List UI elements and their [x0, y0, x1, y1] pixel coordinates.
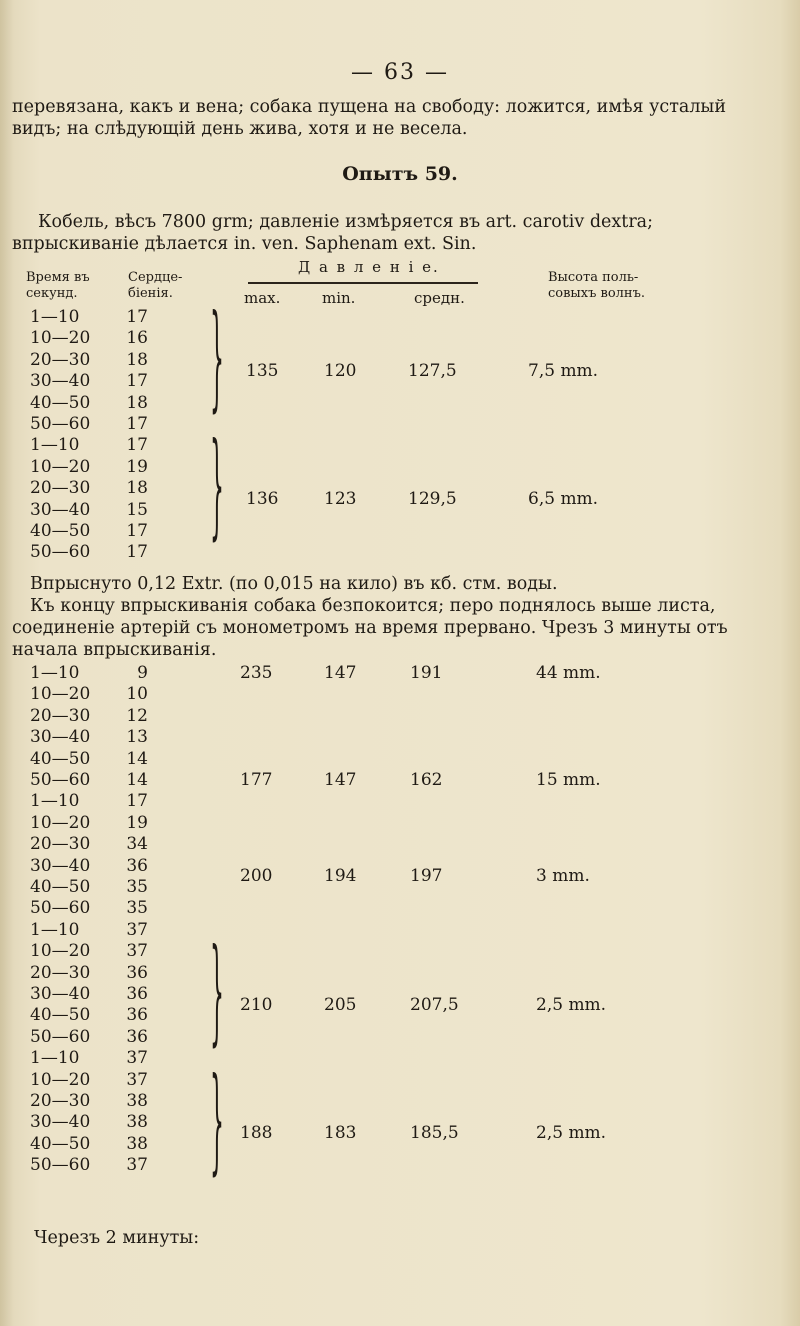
time-cell: 50—60 [30, 1155, 91, 1176]
beats-cell: 18 [126, 478, 148, 499]
wave-cell: 2,5 mm. [536, 994, 607, 1015]
beats-cell: 37 [126, 941, 148, 962]
header-min: min. [322, 289, 356, 307]
injection-line-3: соединеніе артерій съ монометромъ на время прервано. Чрезъ 3 минуты отъ [12, 618, 728, 638]
header-wave-line-2: совыхъ волнъ. [548, 286, 645, 301]
beats-cell: 37 [126, 919, 148, 940]
experiment-heading: Опытъ 59. [342, 163, 458, 185]
min-cell: 147 [324, 663, 357, 683]
beats-cell: 37 [126, 1048, 148, 1069]
avg-cell: 129,5 [408, 488, 457, 509]
wave-cell: 6,5 mm. [528, 488, 599, 509]
intro-line-2: видъ; на слѣдующій день жива, хотя и не весела. [12, 119, 468, 139]
time-cell: 50—60 [30, 770, 91, 790]
time-cell: 30—40 [30, 1112, 91, 1133]
time-cell: 10—20 [30, 328, 91, 349]
beats-cell: 16 [126, 328, 148, 349]
time-cell: 20—30 [30, 705, 91, 726]
injection-line-1: Впрыснуто 0,12 Extr. (по 0,015 на кило) въ кб. стм. воды. [30, 574, 558, 594]
time-cell: 1—10 [30, 307, 80, 327]
beats-cell: 36 [126, 962, 148, 983]
min-cell: 183 [324, 1123, 357, 1144]
min-cell: 194 [324, 866, 357, 887]
time-cell: 30—40 [30, 727, 91, 748]
max-cell: 200 [240, 866, 273, 887]
beats-cell: 36 [126, 855, 148, 876]
time-cell: 1—10 [30, 1048, 80, 1069]
beats-cell: 18 [126, 392, 148, 413]
time-cell: 30—40 [30, 855, 91, 876]
beats-cell: 17 [126, 435, 148, 456]
header-heart-line-1: Сердце- [128, 270, 183, 285]
avg-cell: 197 [410, 866, 443, 887]
wave-cell: 44 mm. [536, 663, 601, 683]
beats-cell: 17 [126, 542, 148, 563]
page-number: — 63 — [351, 60, 449, 85]
time-cell: 30—40 [30, 371, 91, 392]
max-cell: 136 [246, 488, 279, 509]
beats-cell: 36 [126, 1005, 148, 1026]
header-time-line-2: секунд. [26, 286, 78, 301]
brace-bracket: } [210, 931, 224, 1062]
beats-cell: 38 [126, 1112, 148, 1133]
header-heart-line-2: біенія. [128, 286, 173, 301]
time-cell: 40—50 [30, 1005, 91, 1026]
beats-cell: 34 [126, 834, 148, 855]
beats-cell: 12 [126, 705, 148, 726]
brace-bracket: } [210, 425, 224, 556]
time-cell: 40—50 [30, 1133, 91, 1154]
time-cell: 40—50 [30, 877, 91, 897]
time-cell: 20—30 [30, 834, 91, 855]
beats-cell: 17 [126, 791, 148, 812]
header-wave [548, 270, 645, 302]
brace-bracket: } [210, 297, 224, 428]
beats-cell: 37 [126, 1069, 148, 1090]
avg-cell: 127,5 [408, 360, 457, 381]
header-heart [128, 270, 182, 302]
time-cell: 40—50 [30, 748, 91, 769]
wave-cell: 15 mm. [536, 770, 601, 790]
time-cell: 10—20 [30, 684, 91, 705]
beats-cell: 36 [126, 984, 148, 1004]
time-cell: 20—30 [30, 962, 91, 983]
time-cell: 50—60 [30, 1026, 91, 1047]
min-cell: 123 [324, 488, 357, 509]
brace-bracket: } [210, 1060, 224, 1191]
beats-cell: 35 [126, 877, 148, 897]
time-cell: 40—50 [30, 392, 91, 413]
header-max: max. [244, 289, 281, 307]
min-cell: 147 [324, 770, 357, 790]
time-cell: 1—10 [30, 663, 80, 683]
beats-cell: 19 [126, 812, 148, 833]
time-cell: 10—20 [30, 456, 91, 477]
header-time [26, 270, 90, 302]
avg-cell: 162 [410, 770, 443, 790]
time-cell: 1—10 [30, 791, 80, 812]
time-cell: 10—20 [30, 941, 91, 962]
description-line-1: Кобель, вѣсъ 7800 grm; давленіе измѣряется въ art. carotiv dextra; [38, 212, 654, 232]
time-cell: 20—30 [30, 1091, 91, 1111]
header-time-line-1: Время въ [26, 270, 90, 285]
time-cell: 50—60 [30, 414, 91, 434]
max-cell: 177 [240, 770, 273, 790]
header-pressure: Д а в л е н і е. [298, 258, 440, 276]
wave-cell: 7,5 mm. [528, 360, 599, 381]
injection-line-4: начала впрыскиванія. [12, 640, 217, 660]
max-cell: 135 [246, 360, 279, 381]
time-cell: 50—60 [30, 898, 91, 919]
beats-cell: 14 [126, 770, 148, 790]
time-cell: 10—20 [30, 812, 91, 833]
beats-cell: 10 [126, 684, 148, 705]
time-cell: 20—30 [30, 478, 91, 499]
max-cell: 210 [240, 994, 273, 1015]
intro-line-1: перевязана, какъ и вена; собака пущена на свободу: ложится, имѣя усталый [12, 97, 727, 117]
min-cell: 205 [324, 994, 357, 1015]
min-cell: 120 [324, 360, 357, 381]
time-cell: 50—60 [30, 542, 91, 563]
max-cell: 188 [240, 1123, 273, 1144]
beats-cell: 38 [126, 1133, 148, 1154]
avg-cell: 191 [410, 663, 443, 683]
injection-line-2: Къ концу впрыскиванія собака безпокоится; перо поднялось выше листа, [30, 596, 716, 616]
beats-cell: 37 [126, 1155, 148, 1176]
time-cell: 1—10 [30, 919, 80, 940]
time-cell: 40—50 [30, 521, 91, 541]
time-cell: 30—40 [30, 984, 91, 1004]
time-cell: 30—40 [30, 499, 91, 520]
beats-cell: 35 [126, 898, 148, 919]
description-line-2: впрыскиваніе дѣлается in. ven. Saphenam ext. Sin. [12, 234, 477, 254]
beats-cell: 19 [126, 456, 148, 477]
time-cell: 20—30 [30, 349, 91, 370]
beats-cell: 38 [126, 1091, 148, 1111]
footer-note: Черезъ 2 минуты: [34, 1228, 200, 1248]
beats-cell: 13 [126, 727, 148, 748]
wave-cell: 2,5 mm. [536, 1123, 607, 1144]
pressure-brace-line [248, 282, 478, 284]
avg-cell: 185,5 [410, 1123, 459, 1144]
avg-cell: 207,5 [410, 994, 459, 1015]
beats-cell: 17 [126, 371, 148, 392]
beats-cell: 17 [126, 307, 148, 327]
beats-cell: 15 [126, 499, 148, 520]
beats-cell: 36 [126, 1026, 148, 1047]
wave-cell: 3 mm. [536, 866, 590, 887]
beats-cell: 18 [126, 349, 148, 370]
beats-cell: 14 [126, 748, 148, 769]
header-wave-line-1: Высота поль- [548, 270, 639, 285]
header-avg: средн. [414, 289, 465, 307]
time-cell: 10—20 [30, 1069, 91, 1090]
max-cell: 235 [240, 663, 273, 683]
beats-cell: 9 [137, 663, 148, 683]
beats-cell: 17 [126, 521, 148, 541]
beats-cell: 17 [126, 414, 148, 434]
time-cell: 1—10 [30, 435, 80, 456]
